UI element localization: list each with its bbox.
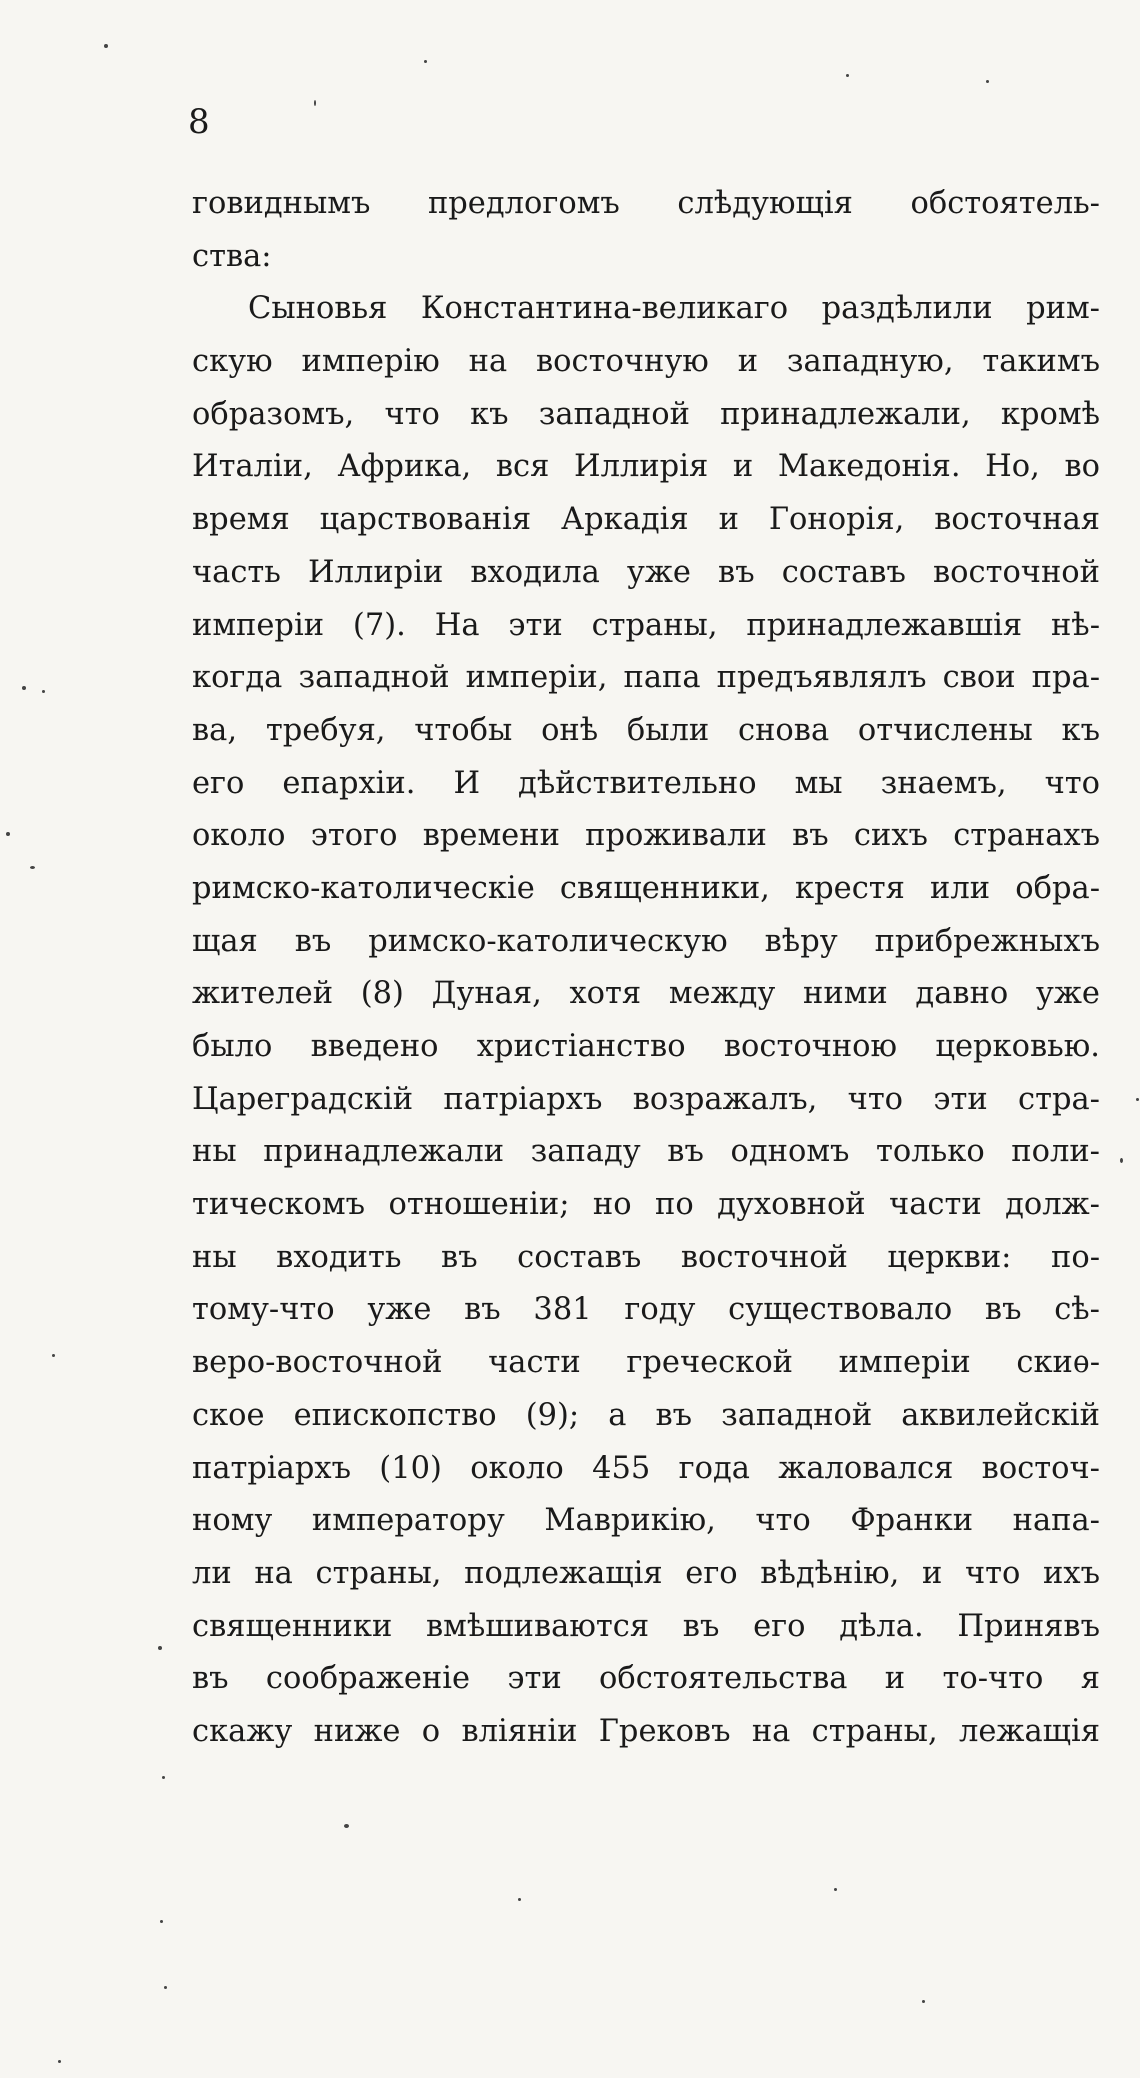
- text-line: скую имперію на восточную и западную, такимъ: [192, 344, 1100, 380]
- paragraph-first-line: Сыновья Константина-великаго раздѣлили рим-: [248, 291, 1100, 327]
- text-line: тому-что уже въ 381 году существовало въ сѣ-: [192, 1292, 1100, 1328]
- text-line: тическомъ отношеніи; но по духовной части долж-: [192, 1187, 1100, 1223]
- text-line: ному императору Маврикію, что Франки напа-: [192, 1503, 1100, 1539]
- text-line: было введено христіанство восточною церковью.: [192, 1029, 1100, 1064]
- text-line: около этого времени проживали въ сихъ странахъ: [192, 818, 1100, 854]
- scan-speck: [104, 44, 108, 48]
- scan-speck: [22, 686, 26, 690]
- text-line: Цареградскій патріархъ возражалъ, что эти стра-: [192, 1081, 1100, 1117]
- body-text: [192, 178, 1100, 1759]
- text-line: образомъ, что къ западной принадлежали, кромѣ: [192, 396, 1100, 432]
- text-line: щая въ римско-католическую вѣру прибрежныхъ: [192, 923, 1100, 959]
- scan-speck: [158, 1646, 162, 1650]
- text-line: когда западной имперіи, папа предъявлялъ свои пра-: [192, 660, 1100, 696]
- scan-speck: [834, 1888, 837, 1891]
- scan-speck: [518, 1898, 521, 1901]
- scan-speck: [42, 690, 45, 693]
- scan-speck: [1120, 1158, 1123, 1163]
- text-line: ское епископство (9); а въ западной аквилейскій: [192, 1397, 1100, 1433]
- page-number: 8: [188, 102, 210, 142]
- text-line: имперіи (7). На эти страны, принадлежавшія нѣ-: [192, 607, 1100, 643]
- scan-speck: [162, 1776, 165, 1779]
- scan-speck: [1136, 1098, 1139, 1101]
- scan-speck: [160, 1920, 163, 1923]
- text-line: ны входить въ составъ восточной церкви: по-: [192, 1239, 1100, 1275]
- text-line: время царствованія Аркадія и Гонорія, восточная: [192, 502, 1100, 538]
- text-line: скажу ниже о вліяніи Грековъ на страны, лежащія: [192, 1713, 1100, 1749]
- scan-speck: [52, 1354, 55, 1357]
- scan-speck: [58, 2060, 61, 2063]
- scan-speck: [6, 832, 10, 836]
- text-line: жителей (8) Дуная, хотя между ними давно уже: [192, 976, 1100, 1012]
- scan-speck: [922, 2000, 925, 2003]
- text-line: Италіи, Африка, вся Иллирія и Македонія. Но, во: [192, 449, 1100, 485]
- text-line: въ соображеніе эти обстоятельства и то-что я: [192, 1661, 1100, 1697]
- scan-speck: [846, 74, 849, 77]
- scan-speck: [164, 1986, 167, 1989]
- text-line: говиднымъ предлогомъ слѣдующія обстоятель-: [192, 186, 1100, 221]
- scan-speck: [344, 1824, 349, 1828]
- text-line: ва, требуя, чтобы онѣ были снова отчислены къ: [192, 712, 1100, 748]
- text-line: веро-восточной части греческой имперіи скиѳ-: [192, 1345, 1100, 1381]
- scan-speck: [314, 100, 316, 106]
- text-line: священники вмѣшиваются въ его дѣла. Принявъ: [192, 1608, 1100, 1644]
- text-line: его епархіи. И дѣйствительно мы знаемъ, что: [192, 765, 1100, 801]
- text-line: ны принадлежали западу въ одномъ только поли-: [192, 1134, 1100, 1170]
- scan-speck: [30, 866, 35, 869]
- text-line: ства:: [192, 238, 272, 274]
- text-line: часть Иллиріи входила уже въ составъ восточной: [192, 554, 1100, 590]
- text-line: римско-католическіе священники, крестя или обра-: [192, 870, 1100, 906]
- scan-speck: [986, 80, 989, 83]
- text-line: патріархъ (10) около 455 года жаловался восточ-: [192, 1450, 1100, 1486]
- scan-speck: [424, 60, 427, 63]
- text-line: ли на страны, подлежащія его вѣдѣнію, и что ихъ: [192, 1555, 1100, 1591]
